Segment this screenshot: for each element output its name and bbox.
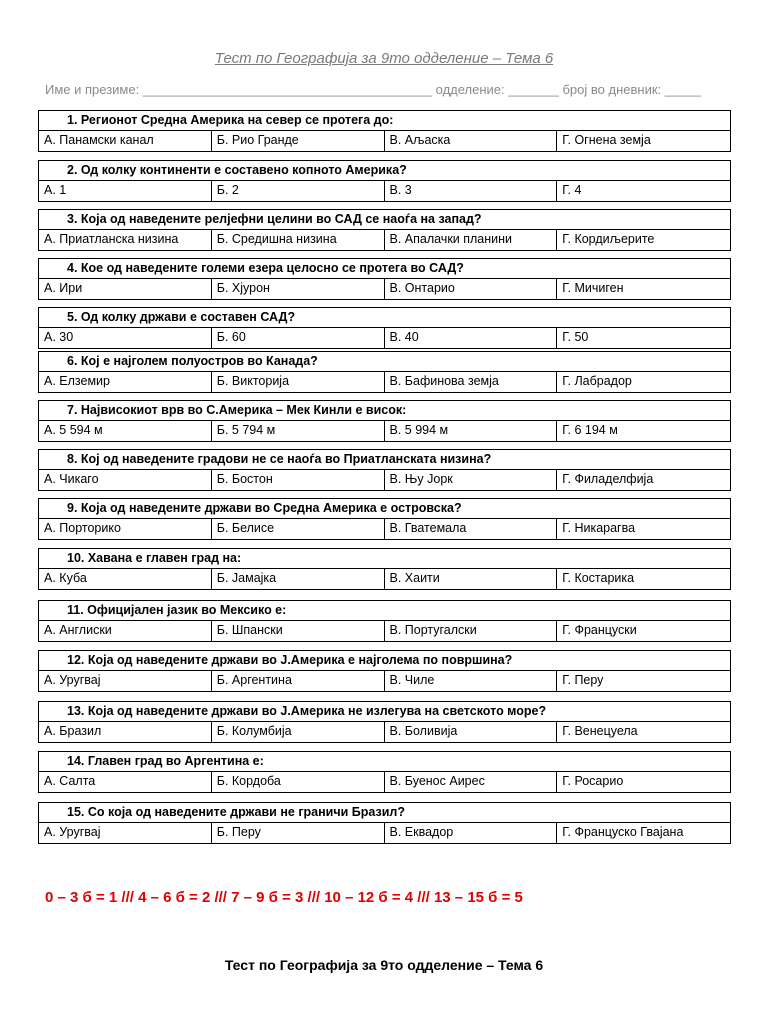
answer-option[interactable]: Б. Перу — [212, 823, 385, 843]
answer-option[interactable]: А. 30 — [39, 328, 212, 348]
answer-option[interactable]: Б. 60 — [212, 328, 385, 348]
answer-option[interactable]: Б. Колумбија — [212, 722, 385, 742]
answer-option[interactable]: Г. Филаделфија — [562, 472, 654, 486]
answer-option[interactable]: Б. 5 794 м — [212, 421, 385, 441]
answer-option[interactable]: В. Аљаска — [385, 131, 558, 151]
answer-option[interactable]: А. Елземир — [39, 372, 212, 392]
answer-option[interactable]: В. 5 994 м — [385, 421, 558, 441]
answer-option[interactable]: А. Ири — [39, 279, 212, 299]
answer-option[interactable]: Г. Костарика — [562, 571, 635, 585]
answer-option[interactable]: Г. Француски — [562, 623, 637, 637]
answer-row — [38, 519, 731, 540]
question-block — [38, 498, 731, 540]
answer-row — [38, 772, 731, 793]
question-text: 14. Главен град во Аргентина е: — [38, 751, 731, 772]
answer-option[interactable]: Б. Кордоба — [212, 772, 385, 792]
answer-option[interactable]: В. Боливија — [385, 722, 558, 742]
answer-option[interactable]: Б. Средишна низина — [212, 230, 385, 250]
answer-option[interactable]: Б. Рио Гранде — [212, 131, 385, 151]
question-block — [38, 258, 731, 300]
answer-option[interactable]: Б. Викторија — [212, 372, 385, 392]
answer-option[interactable]: Г. Росарио — [562, 774, 624, 788]
answer-option[interactable]: Г. Огнена земја — [562, 133, 651, 147]
question-block — [38, 650, 731, 692]
answer-option[interactable]: Г. Кордиљерите — [562, 232, 655, 246]
answer-row — [38, 181, 731, 202]
answer-option[interactable]: В. Буенос Аирес — [385, 772, 558, 792]
answer-option[interactable]: В. Хаити — [385, 569, 558, 589]
question-text: 15. Со која од наведените држави не граничи Бразил? — [38, 802, 731, 823]
answer-option[interactable]: Г. Мичиген — [562, 281, 624, 295]
question-block — [38, 751, 731, 793]
question-text: 5. Од колку држави е составен САД? — [38, 307, 731, 328]
question-block — [38, 110, 731, 152]
question-block — [38, 160, 731, 202]
answer-option[interactable]: Г. 4 — [562, 183, 582, 197]
question-block — [38, 449, 731, 491]
answer-option[interactable]: А. Куба — [39, 569, 212, 589]
answer-option[interactable]: А. Приатланска низина — [39, 230, 212, 250]
answer-option[interactable]: В. Онтарио — [385, 279, 558, 299]
question-text: 8. Кој од наведените градови не се наоѓа во Приатланската низина? — [38, 449, 731, 470]
answer-option[interactable]: В. Португалски — [385, 621, 558, 641]
answer-row — [38, 621, 731, 642]
answer-option[interactable]: А. Панамски канал — [39, 131, 212, 151]
footer-title: Тест по Географија за 9то одделение – Тема 6 — [224, 957, 544, 973]
answer-option[interactable]: В. Апалачки планини — [385, 230, 558, 250]
question-block — [38, 548, 731, 590]
answer-option[interactable]: А. 5 594 м — [39, 421, 212, 441]
question-text: 9. Која од наведените држави во Средна Америка е островска? — [38, 498, 731, 519]
answer-row — [38, 279, 731, 300]
answer-option[interactable]: А. Англиски — [39, 621, 212, 641]
question-block — [38, 600, 731, 642]
question-text: 7. Највисокиот врв во С.Америка – Мек Кинли е висок: — [38, 400, 731, 421]
question-block — [38, 802, 731, 844]
question-block — [38, 307, 731, 349]
answer-option[interactable]: А. Чикаго — [39, 470, 212, 490]
answer-option[interactable]: Г. Венецуела — [562, 724, 638, 738]
answer-row — [38, 470, 731, 491]
page-title: Тест по Географија за 9то одделение – Тема 6 — [214, 50, 554, 67]
answer-row — [38, 131, 731, 152]
answer-option[interactable]: Б. Јамајка — [212, 569, 385, 589]
answer-option[interactable]: В. 40 — [385, 328, 558, 348]
answer-option[interactable]: Г. Перу — [562, 673, 604, 687]
answer-option[interactable]: В. Еквадор — [385, 823, 558, 843]
answer-option[interactable]: В. 3 — [385, 181, 558, 201]
question-text: 13. Која од наведените држави во Ј.Америка не излегува на светското море? — [38, 701, 731, 722]
answer-row — [38, 421, 731, 442]
answer-option[interactable]: А. Бразил — [39, 722, 212, 742]
answer-option[interactable]: Г. 50 — [562, 330, 589, 344]
answer-option[interactable]: В. Њу Јорк — [385, 470, 558, 490]
answer-option[interactable]: В. Бафинова земја — [385, 372, 558, 392]
answer-row — [38, 328, 731, 349]
answer-option[interactable]: В. Чиле — [385, 671, 558, 691]
question-text: 10. Хавана е главен град на: — [38, 548, 731, 569]
answer-row — [38, 569, 731, 590]
question-block — [38, 701, 731, 743]
answer-row — [38, 671, 731, 692]
answer-option[interactable]: Б. Бостон — [212, 470, 385, 490]
answer-option[interactable]: Г. Лабрадор — [562, 374, 632, 388]
question-text: 12. Која од наведените држави во Ј.Америка е најголема по површина? — [38, 650, 731, 671]
answer-row — [38, 823, 731, 844]
question-text: 4. Кое од наведените големи езера целосно се протега во САД? — [38, 258, 731, 279]
answer-option[interactable]: Г. Никарагва — [562, 521, 636, 535]
question-block — [38, 351, 731, 393]
answer-option[interactable]: В. Гватемала — [385, 519, 558, 539]
answer-option[interactable]: Б. Белисе — [212, 519, 385, 539]
answer-option[interactable]: А. Уругвај — [39, 823, 212, 843]
question-text: 2. Од колку континенти е составено копното Америка? — [38, 160, 731, 181]
answer-option[interactable]: Г. Француско Гвајана — [562, 825, 684, 839]
question-text: 3. Која од наведените релјефни целини во САД се наоѓа на запад? — [38, 209, 731, 230]
student-info-line[interactable]: Име и презиме: ________________________________________ одделение: _______ број во дневник: _____ — [45, 82, 701, 97]
question-text: 6. Кој е најголем полуостров во Канада? — [38, 351, 731, 372]
question-text: 1. Регионот Средна Америка на север се протега до: — [38, 110, 731, 131]
answer-option[interactable]: Б. Шпански — [212, 621, 385, 641]
question-text: 11. Официјален јазик во Мексико е: — [38, 600, 731, 621]
answer-option[interactable]: Б. Аргентина — [212, 671, 385, 691]
answer-option[interactable]: А. Порторико — [39, 519, 212, 539]
answer-option[interactable]: Б. Хјурон — [212, 279, 385, 299]
answer-row — [38, 230, 731, 251]
answer-option[interactable]: Б. 2 — [212, 181, 385, 201]
answer-row — [38, 722, 731, 743]
question-block — [38, 400, 731, 442]
answer-option[interactable]: А. Уругвај — [39, 671, 212, 691]
answer-row — [38, 372, 731, 393]
question-block — [38, 209, 731, 251]
scoring-scale: 0 – 3 б = 1 /// 4 – 6 б = 2 /// 7 – 9 б = 3 /// 10 – 12 б = 4 /// 13 – 15 б = 5 — [45, 889, 523, 906]
answer-option[interactable]: А. 1 — [39, 181, 212, 201]
answer-option[interactable]: А. Салта — [39, 772, 212, 792]
answer-option[interactable]: Г. 6 194 м — [562, 423, 618, 437]
